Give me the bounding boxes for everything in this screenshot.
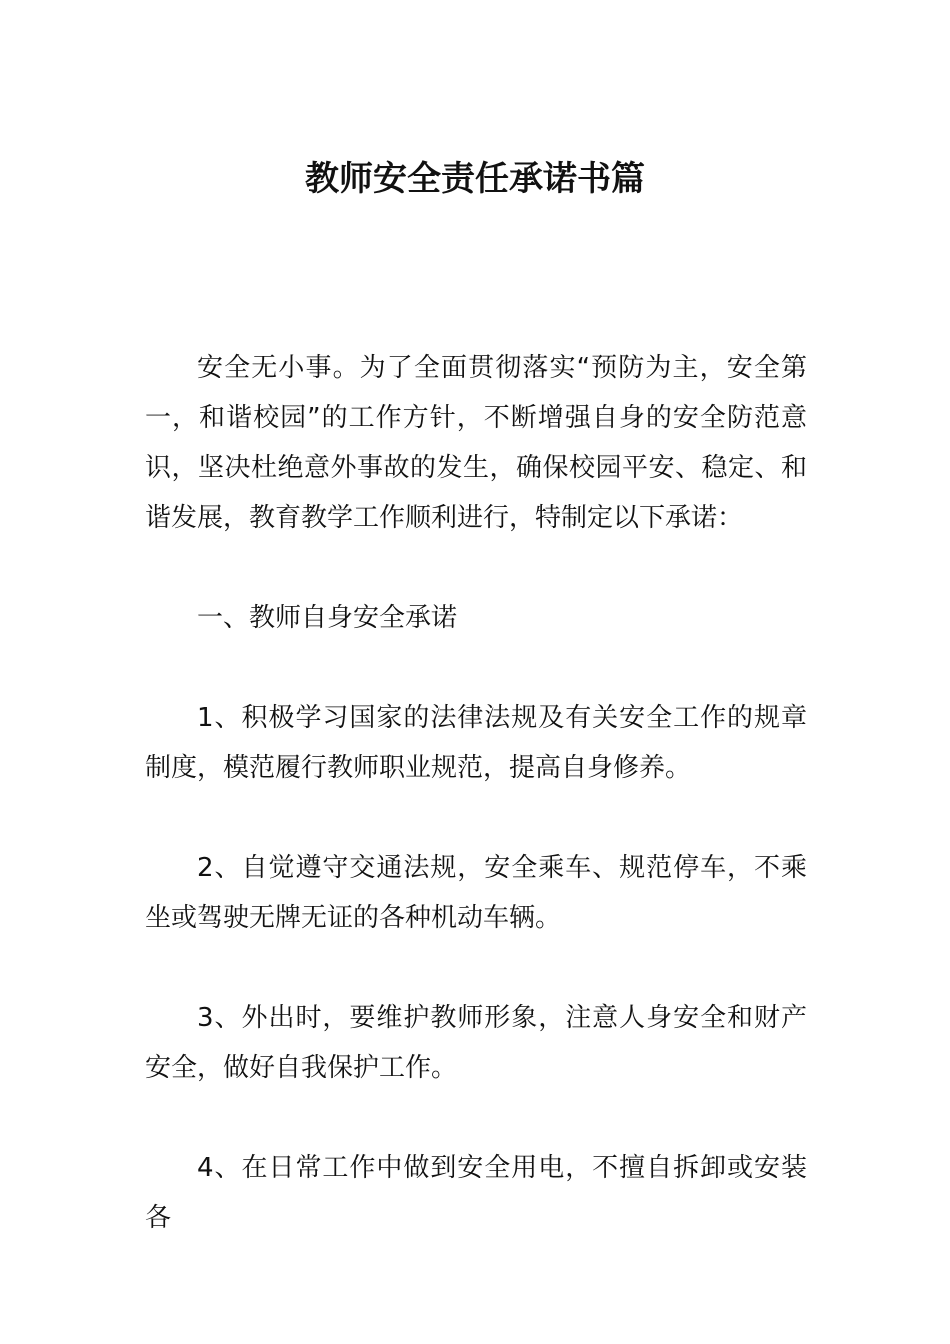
- commitment-item-4: 4、在日常工作中做到安全用电，不擅自拆卸或安装各: [145, 1153, 807, 1233]
- intro-paragraph: 安全无小事。为了全面贯彻落实“预防为主，安全第一，和谐校园”的工作方针，不断增强自身的安全防范意识，坚决杜绝意外事故的发生，确保校园平安、稳定、和谐发展，教育教学工作顺利进行，特制定以下承诺：: [145, 353, 807, 533]
- section-heading-1: 一、教师自身安全承诺: [197, 603, 458, 633]
- commitment-item-3: 3、外出时，要维护教师形象，注意人身安全和财产安全，做好自我保护工作。: [145, 1003, 807, 1083]
- document-title: 教师安全责任承诺书篇: [305, 159, 645, 199]
- commitment-item-2: 2、自觉遵守交通法规，安全乘车、规范停车，不乘坐或驾驶无牌无证的各种机动车辆。: [145, 853, 807, 933]
- commitment-item-1: 1、积极学习国家的法律法规及有关安全工作的规章制度，模范履行教师职业规范，提高自身修养。: [145, 703, 807, 783]
